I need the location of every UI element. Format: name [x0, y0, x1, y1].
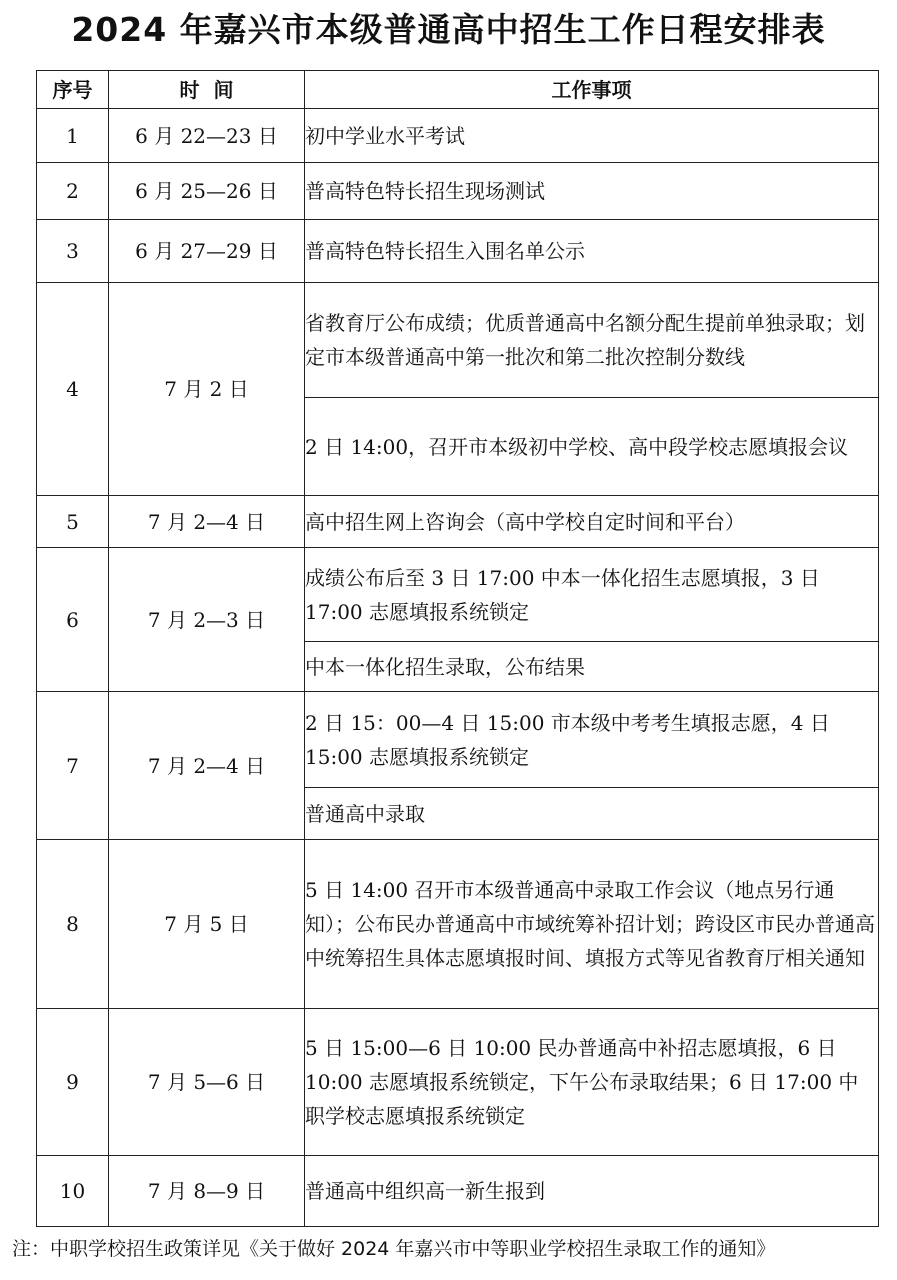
row-task: 2 日 15：00—4 日 15:00 市本级中考考生填报志愿，4 日 15:00 志愿填报系统锁定: [305, 692, 879, 788]
row-task: 5 日 15:00—6 日 10:00 民办普通高中补招志愿填报，6 日 10:00 志愿填报系统锁定，下午公布录取结果；6 日 17:00 中职学校志愿填报系统锁定: [305, 1009, 879, 1156]
header-time: 时 间: [109, 71, 305, 109]
row-number: 1: [37, 109, 109, 163]
row-time: 6 月 25—26 日: [109, 163, 305, 220]
table-row: [37, 220, 879, 283]
page-title: 2024 年嘉兴市本级普通高中招生工作日程安排表: [71, 10, 826, 49]
schedule-table: [36, 70, 879, 1227]
table-header-row: [37, 71, 879, 109]
row-time: 7 月 5 日: [109, 840, 305, 1009]
table-row: [37, 692, 879, 788]
row-number: 7: [37, 692, 109, 840]
row-task: 成绩公布后至 3 日 17:00 中本一体化招生志愿填报，3 日 17:00 志愿填报系统锁定: [305, 548, 879, 642]
row-number: 6: [37, 548, 109, 692]
row-time: 7 月 8—9 日: [109, 1156, 305, 1227]
row-task: 普通高中组织高一新生报到: [305, 1156, 879, 1227]
row-time: 7 月 2—3 日: [109, 548, 305, 692]
row-number: 3: [37, 220, 109, 283]
row-number: 2: [37, 163, 109, 220]
row-task: 5 日 14:00 召开市本级普通高中录取工作会议（地点另行通知）；公布民办普通高中市域统筹补招计划；跨设区市民办普通高中统筹招生具体志愿填报时间、填报方式等见省教育厅相关通知: [305, 840, 879, 1009]
row-number: 9: [37, 1009, 109, 1156]
row-number: 10: [37, 1156, 109, 1227]
row-time: 7 月 2 日: [109, 283, 305, 496]
header-no: 序号: [37, 71, 109, 109]
table-row: [37, 1009, 879, 1156]
row-task: 高中招生网上咨询会（高中学校自定时间和平台）: [305, 496, 879, 548]
table-row: [37, 109, 879, 163]
row-number: 5: [37, 496, 109, 548]
row-task: 普高特色特长招生入围名单公示: [305, 220, 879, 283]
row-task: 普高特色特长招生现场测试: [305, 163, 879, 220]
row-time: 6 月 27—29 日: [109, 220, 305, 283]
row-task: 省教育厅公布成绩；优质普通高中名额分配生提前单独录取；划定市本级普通高中第一批次和第二批次控制分数线: [305, 283, 879, 398]
row-number: 4: [37, 283, 109, 496]
table-row: [37, 1156, 879, 1227]
row-task: 中本一体化招生录取，公布结果: [305, 642, 879, 692]
table-row: [37, 163, 879, 220]
row-task: 初中学业水平考试: [305, 109, 879, 163]
footnote: 注：中职学校招生政策详见《关于做好 2024 年嘉兴市中等职业学校招生录取工作的通知》: [12, 1238, 776, 1260]
row-time: 6 月 22—23 日: [109, 109, 305, 163]
table-row: [37, 840, 879, 1009]
row-task: 2 日 14:00，召开市本级初中学校、高中段学校志愿填报会议: [305, 398, 879, 496]
row-time: 7 月 5—6 日: [109, 1009, 305, 1156]
row-time: 7 月 2—4 日: [109, 692, 305, 840]
row-time: 7 月 2—4 日: [109, 496, 305, 548]
table-row: [37, 548, 879, 642]
row-task: 普通高中录取: [305, 788, 879, 840]
header-task: 工作事项: [305, 71, 879, 109]
table-row: [37, 496, 879, 548]
row-number: 8: [37, 840, 109, 1009]
table-row: [37, 283, 879, 398]
